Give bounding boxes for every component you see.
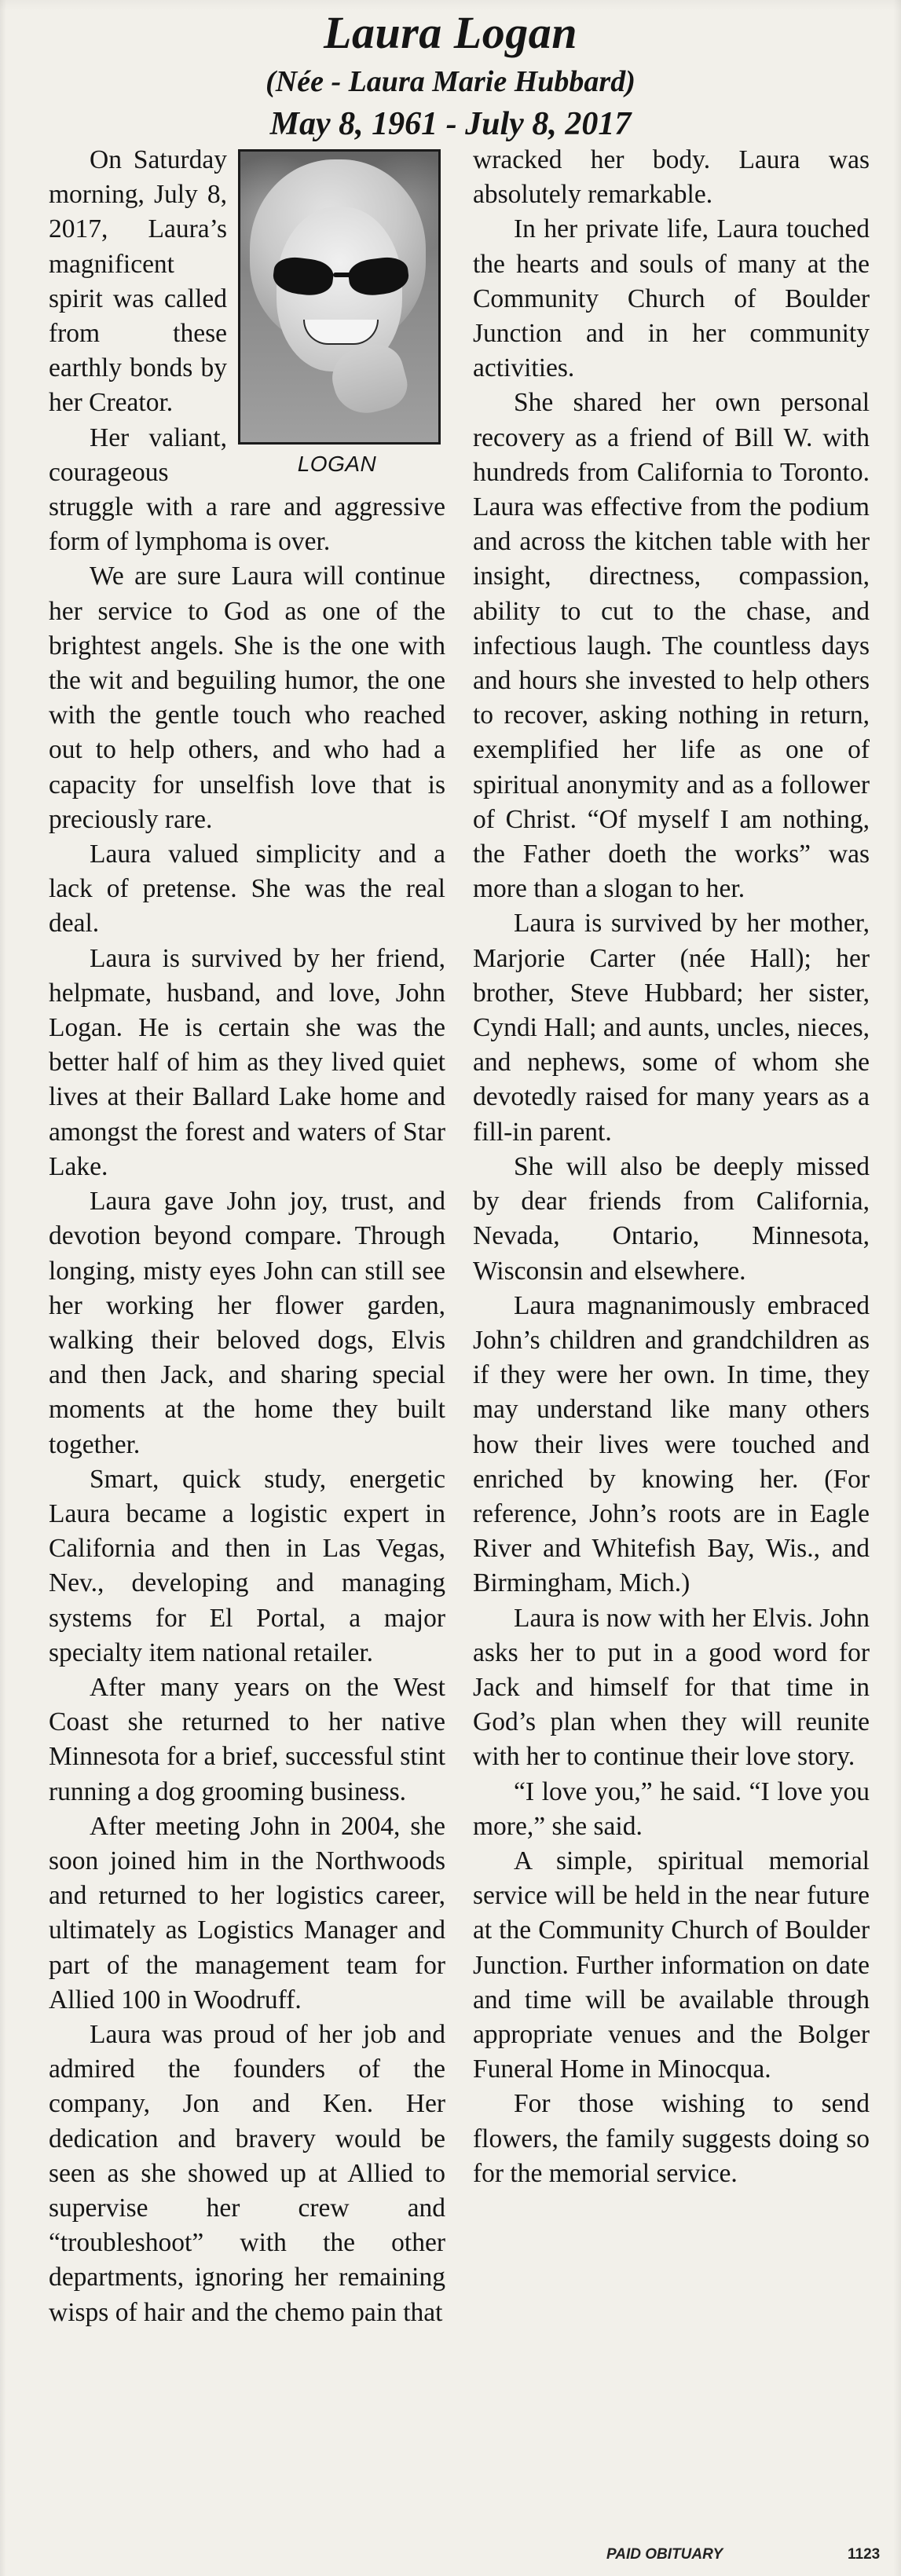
left-paragraph-3: We are sure Laura will continue her service to God as one of the brightest angels. She is the one with the wit and beguiling humor, the one with the gentle touch who reached out to help others, and who had a capacity for unselfish love that is preciously rare. bbox=[49, 562, 445, 834]
paid-obituary-label: PAID OBITUARY bbox=[606, 2546, 723, 2563]
left-paragraph-5: Laura is survived by her friend, helpmate, husband, and love, John Logan. He is certain she was the better half of him as they lived quiet lives at their Ballard Lake home and amongst the forest and waters of Star Lake. bbox=[49, 943, 445, 1181]
right-paragraph-4: Laura is survived by her mother, Marjorie Carter (née Hall); her brother, Steve Hubbard; her sister, Cyndi Hall; and aunts, uncles, nieces, and nephews, some of whom she devotedly raised for many years as a fill-in parent. bbox=[473, 909, 870, 1147]
left-lens bbox=[271, 255, 335, 298]
sunglasses-icon bbox=[273, 258, 412, 299]
portrait-block bbox=[238, 149, 445, 478]
right-paragraph-2: In her private life, Laura touched the hearts and souls of many at the Community Church of Boulder Junction and in her community activities. bbox=[473, 214, 870, 383]
left-paragraph-9: After meeting John in 2004, she soon joined him in the Northwoods and returned to her logistics career, ultimately as Logistics Manager and part of the management team for Allied 100 in Woodruff. bbox=[49, 1811, 445, 2014]
right-paragraph-6: Laura magnanimously embraced John’s children and grandchildren as if they were her own. In time, they may understand like many others how their lives were touched and enriched by knowing her. (For reference, John’s roots are in Eagle River and Whitefish Bay, Wis., and Birmingham, Mich.) bbox=[473, 1290, 870, 1598]
left-paragraph-7: Smart, quick study, energetic Laura became a logistic expert in California and then in Las Vegas, Nev., developing and managing systems for El Portal, a major specialty item national retailer. bbox=[49, 1464, 445, 1667]
life-dates: May 8, 1961 - July 8, 2017 bbox=[269, 106, 632, 142]
right-paragraph-9: A simple, spiritual memorial service will be held in the near future at the Community Church of Boulder Junction. Further information on date and time will be available through appropriate venues and the Bolger Funeral Home in Minocqua. bbox=[473, 1846, 870, 2084]
portrait-photo bbox=[238, 149, 441, 445]
right-column bbox=[473, 143, 870, 2191]
right-paragraph-5: She will also be deeply missed by dear friends from California, Nevada, Ontario, Minnesota, Wisconsin and elsewhere. bbox=[473, 1151, 870, 1286]
right-paragraph-8: “I love you,” he said. “I love you more,” she said. bbox=[473, 1776, 870, 1841]
obituary-title: Laura Logan bbox=[324, 7, 577, 58]
right-paragraph-1: wracked her body. Laura was absolutely remarkable. bbox=[473, 145, 870, 210]
right-lens bbox=[346, 255, 410, 298]
right-paragraph-3: She shared her own personal recovery as a friend of Bill W. with hundreds from California to Toronto. Laura was effective from the podium and across the kitchen table with her insight, directness, compassion, ability to cut to the chase, and infectious laugh. The countless days and hours she invested to help others to recover, asking nothing in return, exemplified her life as one of spiritual anonymity and as a follower of Christ. “Of myself I am nothing, the Father doeth the works” was more than a slogan to her. bbox=[473, 388, 870, 904]
left-paragraph-10: Laura was proud of her job and admired the founders of the company, Jon and Ken. Her dedication and bravery would be seen as she showed up at Allied to supervise her crew and “troubleshoot” with the other departments, ignoring her remaining wisps of hair and the chemo pain that bbox=[49, 2019, 445, 2327]
right-paragraph-10: For those wishing to send flowers, the family suggests doing so for the memorial service. bbox=[473, 2089, 870, 2188]
photo-caption: LOGAN bbox=[297, 452, 377, 476]
left-column bbox=[49, 143, 445, 2330]
left-paragraph-8: After many years on the West Coast she returned to her native Minnesota for a brief, successful stint running a dog grooming business. bbox=[49, 1672, 445, 1806]
maiden-name-line: (Née - Laura Marie Hubbard) bbox=[266, 65, 635, 98]
left-paragraph-6: Laura gave John joy, trust, and devotion beyond compare. Through longing, misty eyes John can still see her working her flower garden, walking their beloved dogs, Elvis and then Jack, and sharing special moments at the home they built together. bbox=[49, 1187, 445, 1459]
left-paragraph-1: On Saturday morning, July 8, 2017, Laura’s magnificent spirit was called from these earthly bonds by her Creator. bbox=[49, 145, 227, 418]
left-paragraph-2: Her valiant, courageous struggle with a rare and aggressive form of lymphoma is over. bbox=[49, 423, 445, 557]
obituary-header bbox=[0, 6, 901, 145]
left-paragraph-4: Laura valued simplicity and a lack of pretense. She was the real deal. bbox=[49, 840, 445, 939]
right-paragraph-7: Laura is now with her Elvis. John asks her to put in a good word for Jack and himself for that time in God’s plan when they will reunite with her to continue their love story. bbox=[473, 1603, 870, 1772]
page-number: 1123 bbox=[848, 2546, 881, 2563]
